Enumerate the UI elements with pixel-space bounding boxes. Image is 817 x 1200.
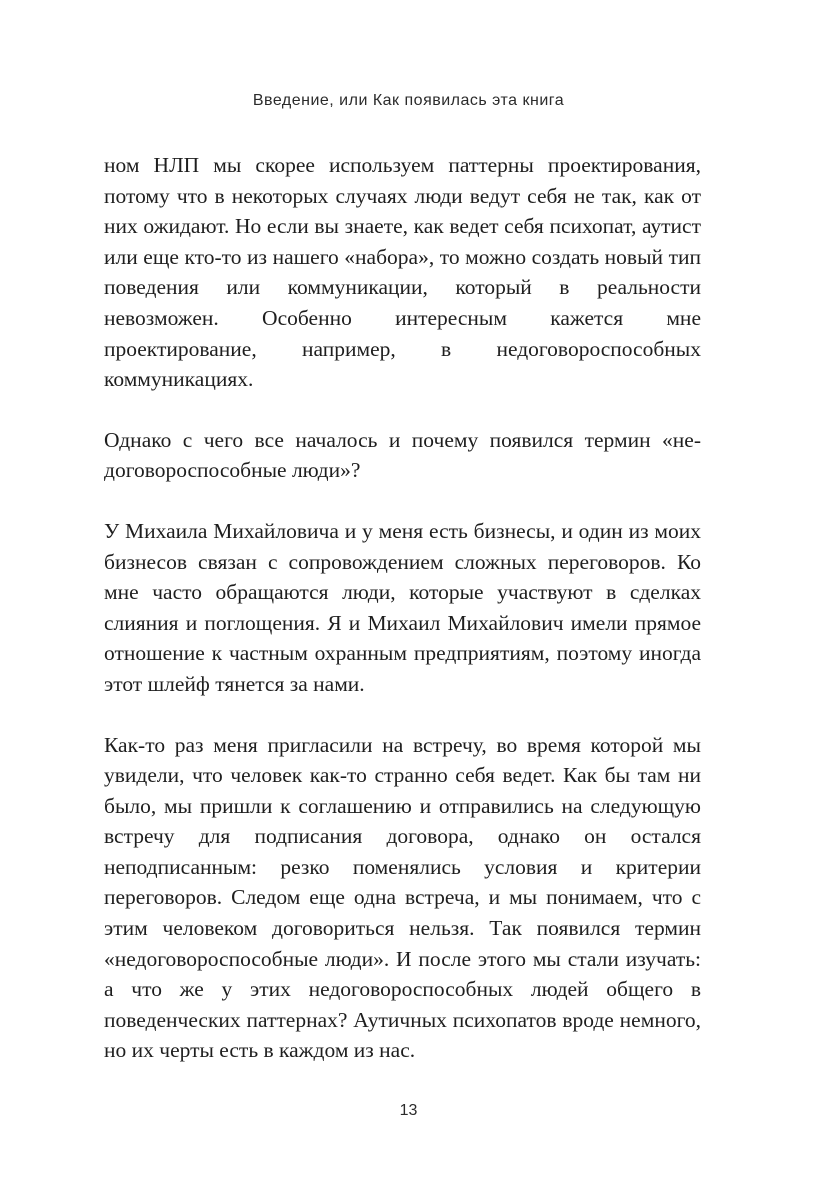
- paragraph-2: Однако с чего все началось и почему появился термин «недоговороспособные люди»?: [104, 427, 701, 483]
- paragraph-1: ном НЛП мы скорее используем паттерны проектирования, потому что в некоторых случаях люди ведут себя не так, как от них ожидают. Но если вы знаете, как ведет себя психопат, аутист или еще кто-то из нашего «набора», то можно создать новый тип поведения или коммуникации, который в реальности невозможен. Особенно интересным кажется мне проектирование, например, в недоговороспособных коммуникациях.: [104, 153, 701, 392]
- paragraph-3: У Михаила Михайловича и у меня есть бизнесы, и один из моих бизнесов связан с сопровождением сложных переговоров. Ко мне часто обращаются люди, которые участвуют в сделках слияния и поглощения. Я и Михаил Михайлович имели прямое отношение к частным охранным предприятиям, поэтому иногда этот шлейф тянется за нами.: [104, 518, 701, 696]
- running-header: Введение, или Как появилась эта книга: [252, 92, 565, 109]
- page-number: 13: [399, 1102, 418, 1119]
- body-text: [104, 150, 701, 1096]
- paragraph-4: Как-то раз меня пригласили на встречу, во время которой мы увидели, что человек как-то странно себя ведет. Как бы там ни было, мы пришли к соглашению и отправились на следующую встречу для подписания договора, однако он остался неподписанным: резко поменялись условия и критерии переговоров. Следом еще одна встреча, и мы понимаем, что с этим человеком договориться нельзя. Так появился термин «недоговороспособные люди». И после этого мы стали изучать: а что же у этих недоговороспособных людей общего в поведенческих паттернах? Аутичных психопатов вроде немного, но их черты есть в каждом из нас.: [104, 732, 701, 1063]
